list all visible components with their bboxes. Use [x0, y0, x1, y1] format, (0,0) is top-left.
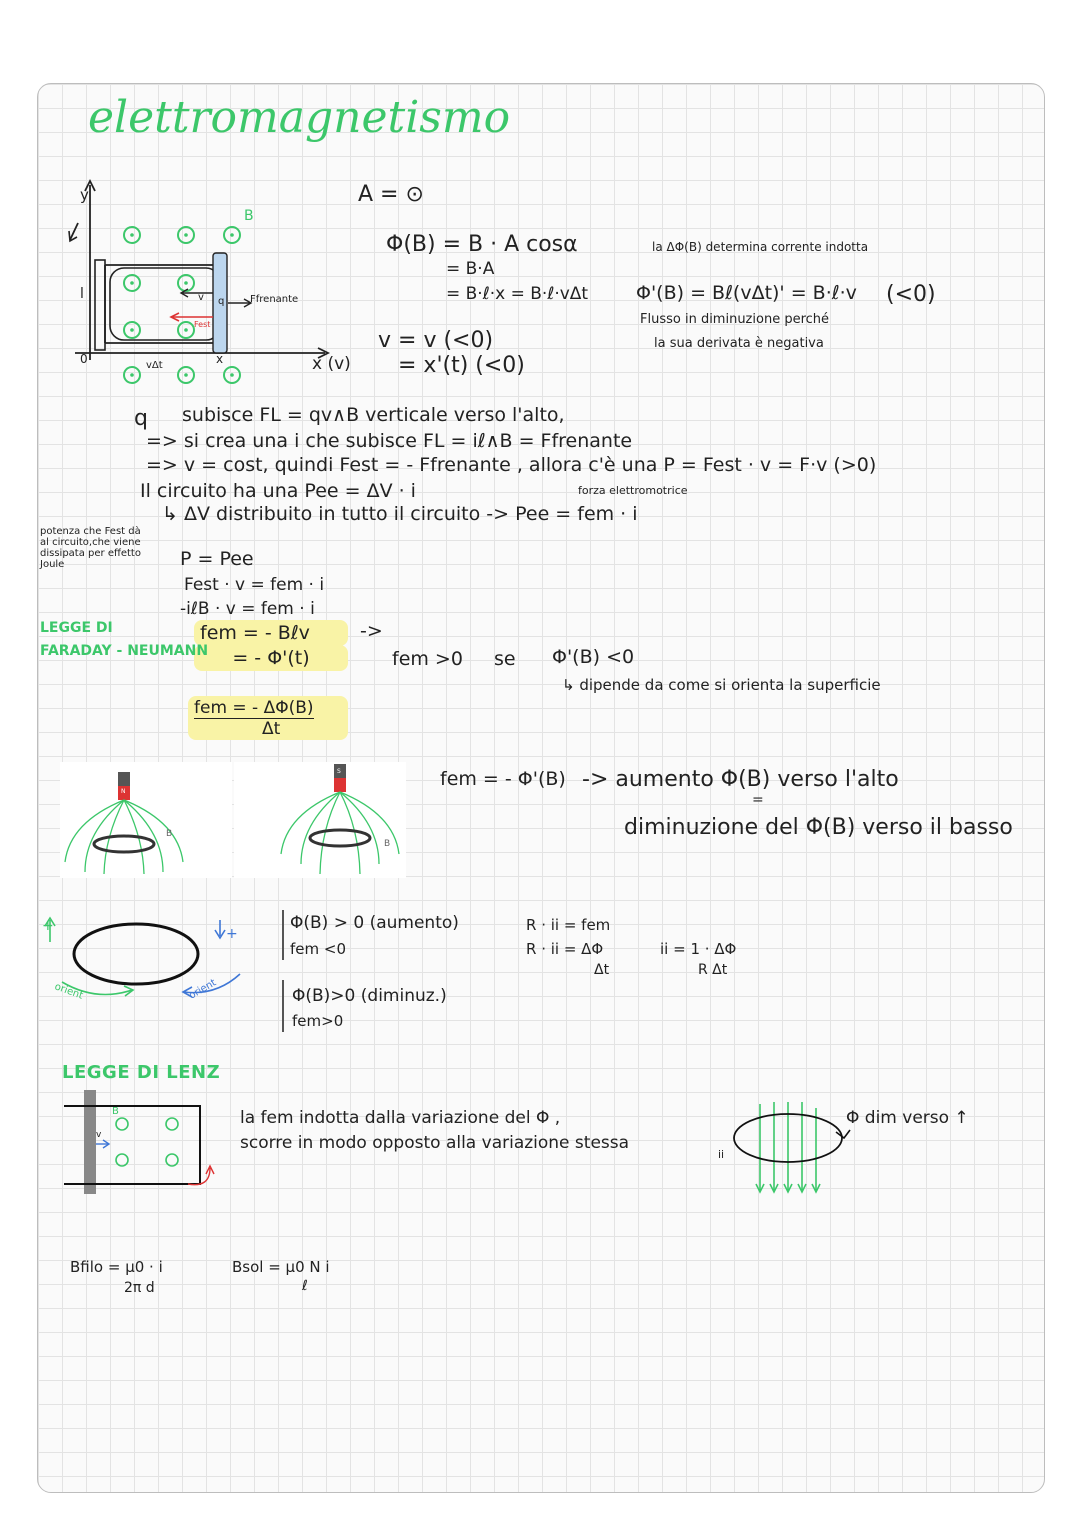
equivalence-sign: =	[752, 792, 764, 808]
page-title: elettromagnetismo	[88, 92, 511, 143]
case1-flux: Φ(B) > 0 (aumento)	[290, 913, 459, 933]
s-pole-2: S	[337, 768, 341, 775]
vdt-label: vΔt	[146, 360, 163, 371]
power-equality: P = Pee	[180, 548, 254, 570]
ohm-relation-2-den: Δt	[594, 962, 610, 978]
magnet-field-image-1	[60, 762, 232, 878]
lenz-loop-diagram	[720, 1098, 860, 1198]
x-position-label: x	[216, 352, 224, 366]
b-label-1: B	[166, 829, 173, 839]
faraday-law-title-2: FARADAY - NEUMANN	[40, 643, 209, 659]
charge-label: q	[218, 296, 225, 307]
flux-decrease-down: diminuzione del Φ(B) verso il basso	[624, 815, 1013, 840]
b-wire-formula-den: 2π d	[124, 1280, 155, 1296]
case2-flux: Φ(B)>0 (diminuz.)	[292, 986, 447, 1006]
body-line-4: Il circuito ha una Pee = ΔV · i	[140, 480, 416, 502]
frenante-label: Ffrenante	[250, 294, 299, 305]
x-axis-label: x (v)	[312, 354, 351, 374]
orient-left-label: orient	[53, 981, 85, 1002]
orientation-note: ↳ dipende da come si orienta la superficie	[562, 676, 881, 694]
b-label-2: B	[384, 839, 391, 849]
fem-flux-relation: fem = - Φ'(B)	[440, 768, 566, 790]
flux-formula: Φ(B) = B · A cosα	[386, 232, 578, 257]
fem-formula-3: fem = - ΔΦ(B) Δt	[188, 696, 348, 740]
y-axis-label: y	[80, 186, 89, 204]
b-field-label: B	[244, 208, 254, 224]
lenz-law-title: LEGGE DI LENZ	[62, 1062, 221, 1083]
if-label: se	[494, 648, 516, 670]
lenz-rail-diagram	[60, 1088, 240, 1198]
flux-derivative: Φ'(B) = Bℓ(vΔt)' = B·ℓ·v	[636, 282, 857, 304]
fem-formula-2: = - Φ'(t)	[194, 645, 348, 671]
implies-arrow: ->	[360, 620, 383, 642]
charge-symbol: q	[134, 406, 148, 431]
fem-formula-1: fem = - Bℓv	[194, 620, 348, 646]
case2-fem: fem>0	[292, 1012, 344, 1030]
derivation-step-1: Fest · v = fem · i	[184, 575, 325, 595]
velocity-derivative: = x'(t) (<0)	[398, 353, 525, 378]
body-line-1: subisce FL = qv∧B verticale verso l'alto,	[182, 404, 565, 426]
induced-current-note: la ΔΦ(B) determina corrente indotta	[652, 240, 869, 254]
plus-right: +	[226, 926, 238, 942]
flux-step-3: = B·ℓ·x = B·ℓ·vΔt	[446, 284, 589, 304]
derivation-step-2: -iℓB · v = fem · i	[180, 599, 315, 619]
fest-label: Fest	[194, 320, 211, 329]
b-solenoid-formula-den: ℓ	[302, 1278, 308, 1294]
ohm-relation-2: R · ii = ΔΦ	[526, 940, 604, 958]
flux-decrease-note-1: Flusso in diminuzione perché	[640, 312, 830, 327]
flux-decrease-up-note: Φ dim verso ↑	[846, 1108, 969, 1128]
length-label: l	[80, 286, 84, 302]
fem-positive: fem >0	[392, 648, 463, 670]
negative-sign-note: (<0)	[886, 282, 936, 307]
lenz-v-label: v	[96, 1130, 102, 1140]
flux-increase-up: -> aumento Φ(B) verso l'alto	[582, 767, 899, 792]
lenz-b-label: B	[112, 1106, 119, 1117]
case1-fem: fem <0	[290, 940, 347, 958]
n-pole-1: N	[121, 788, 126, 795]
current-formula: ii = 1 · ΔΦ	[660, 940, 737, 958]
b-solenoid-formula: Bsol = μ0 N i	[232, 1258, 330, 1276]
magnet-field-image-2	[234, 762, 406, 878]
area-vector: A = ⊙	[358, 182, 424, 207]
faraday-law-title-1: LEGGE DI	[40, 620, 113, 636]
lenz-current-label: ii	[718, 1148, 725, 1161]
lenz-statement-2: scorre in modo opposto alla variazione stessa	[240, 1133, 630, 1153]
plus-left: +	[42, 918, 54, 934]
flux-decrease-note-2: la sua derivata è negativa	[654, 336, 824, 351]
side-note: potenza che Fest dà al circuito,che viene dissipata per effetto Joule	[40, 526, 141, 570]
current-formula-den: R Δt	[698, 962, 728, 978]
body-line-3: => v = cost, quindi Fest = - Ffrenante , allora c'è una P = Fest · v = F·v (>0)	[146, 454, 877, 476]
velocity-formula: v = v (<0)	[378, 328, 494, 353]
b-wire-formula: Bfilo = μ0 · i	[70, 1258, 163, 1276]
emf-note: forza elettromotrice	[578, 484, 688, 497]
origin-label: 0	[80, 352, 88, 366]
body-line-2: => si crea una i che subisce FL = iℓ∧B = Ffrenante	[146, 430, 633, 452]
orient-right-label: orient	[187, 977, 219, 1002]
flux-derivative-negative: Φ'(B) <0	[552, 646, 635, 668]
lenz-statement-1: la fem indotta dalla variazione del Φ ,	[240, 1108, 561, 1128]
velocity-label: v	[198, 292, 204, 303]
ohm-relation-1: R · ii = fem	[526, 916, 611, 934]
body-line-5: ↳ ΔV distribuito in tutto il circuito -> Pee = fem · i	[162, 503, 638, 525]
flux-step-2: = B·A	[446, 259, 495, 279]
